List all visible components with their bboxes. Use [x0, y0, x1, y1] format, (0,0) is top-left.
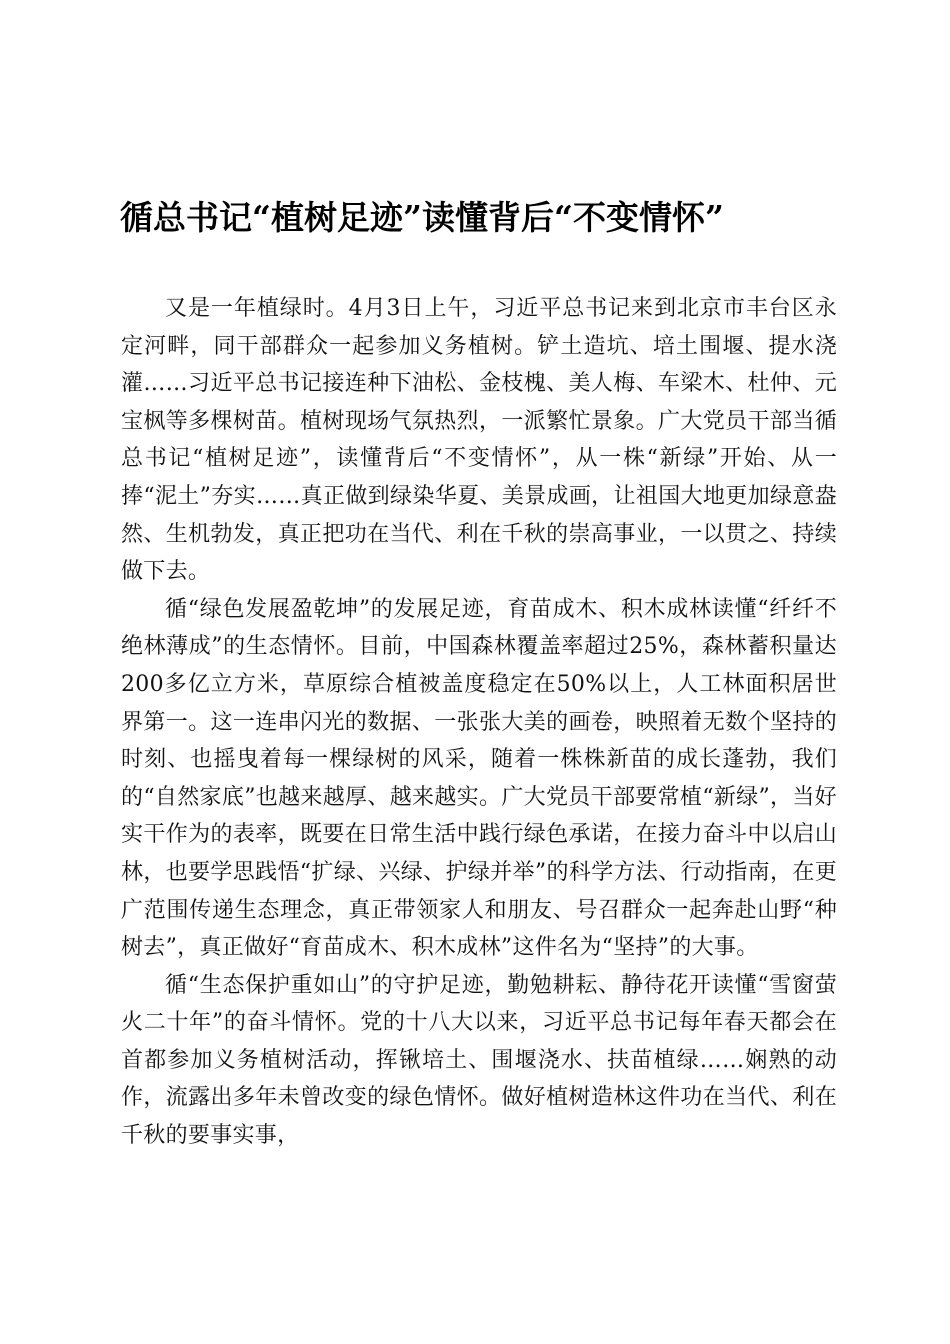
article-body: [121, 290, 837, 1155]
paragraph-1: 又是一年植绿时。4月3日上午，习近平总书记来到北京市丰台区永定河畔，同干部群众一起参加义务植树。铲土造坑、培土围堰、提水浇灌……习近平总书记接连种下油松、金枝槐、美人梅、车梁木、杜仲、元宝枫等多棵树苗。植树现场气氛热烈，一派繁忙景象。广大党员干部当循总书记“植树足迹”，读懂背后“不变情怀”，从一株“新绿”开始、从一捧“泥土”夯实……真正做到绿染华夏、美景成画，让祖国大地更加绿意盎然、生机勃发，真正把功在当代、利在千秋的崇高事业，一以贯之、持续做下去。: [121, 296, 837, 585]
paragraph-2: 循“绿色发展盈乾坤”的发展足迹，育苗成木、积木成林读懂“纤纤不绝林薄成”的生态情怀。目前，中国森林覆盖率超过25%，森林蓄积量达200多亿立方米，草原综合植被盖度稳定在50%以上，人工林面积居世界第一。这一连串闪光的数据、一张张大美的画卷，映照着无数个坚持的时刻、也摇曳着每一棵绿树的风采，随着一株株新苗的成长蓬勃，我们的“自然家底”也越来越厚、越来越实。广大党员干部要常植“新绿”，当好实干作为的表率，既要在日常生活中践行绿色承诺，在接力奋斗中以启山林，也要学思践悟“扩绿、兴绿、护绿并举”的科学方法、行动指南，在更广范围传递生态理念，真正带领家人和朋友、号召群众一起奔赴山野“种树去”，真正做好“育苗成木、积木成林”这件名为“坚持”的大事。: [121, 596, 837, 961]
paragraph-3: 循“生态保护重如山”的守护足迹，勤勉耕耘、静待花开读懂“雪窗萤火二十年”的奋斗情怀。党的十八大以来，习近平总书记每年春天都会在首都参加义务植树活动，挥锹培土、围堰浇水、扶苗植绿……娴熟的动作，流露出多年未曾改变的绿色情怀。做好植树造林这件功在当代、利在千秋的要事实事，: [121, 972, 837, 1149]
article-title: 循总书记“植树足迹”读懂背后“不变情怀”: [120, 198, 724, 237]
